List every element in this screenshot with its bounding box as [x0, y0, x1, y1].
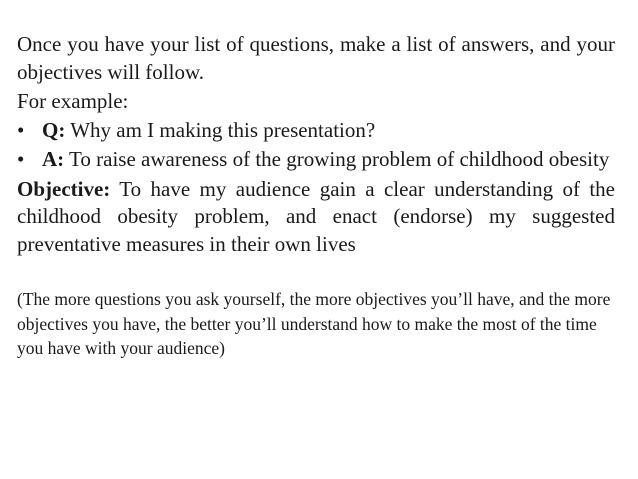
question-text: Why am I making this presentation? — [65, 117, 376, 142]
answer-text: To raise awareness of the growing problem of childhood obesity — [64, 147, 610, 171]
example-label: For example: — [17, 89, 129, 113]
bullet-marker: • — [17, 117, 25, 142]
intro-paragraph: Once you have your list of questions, make a list of answers, and your objectives will follow. — [17, 32, 615, 84]
bullet-marker: • — [17, 147, 25, 171]
bullet-answer — [17, 146, 615, 174]
objective-label: Objective: — [17, 176, 111, 201]
objective-paragraph — [17, 176, 615, 259]
question-label: Q: — [42, 117, 66, 142]
note-paragraph: (The more questions you ask yourself, the more objectives you’ll have, and the more objectives you have, the better you’ll understand how to make the most of the time you have with your audience) — [17, 289, 611, 358]
bullet-question — [17, 117, 615, 145]
objective-text: To have my audience gain a clear understanding of the childhood obesity problem, and enact (endorse) my suggested preventative measures in their own lives — [17, 176, 615, 256]
answer-label: A: — [42, 147, 65, 171]
slide-content — [17, 31, 615, 361]
